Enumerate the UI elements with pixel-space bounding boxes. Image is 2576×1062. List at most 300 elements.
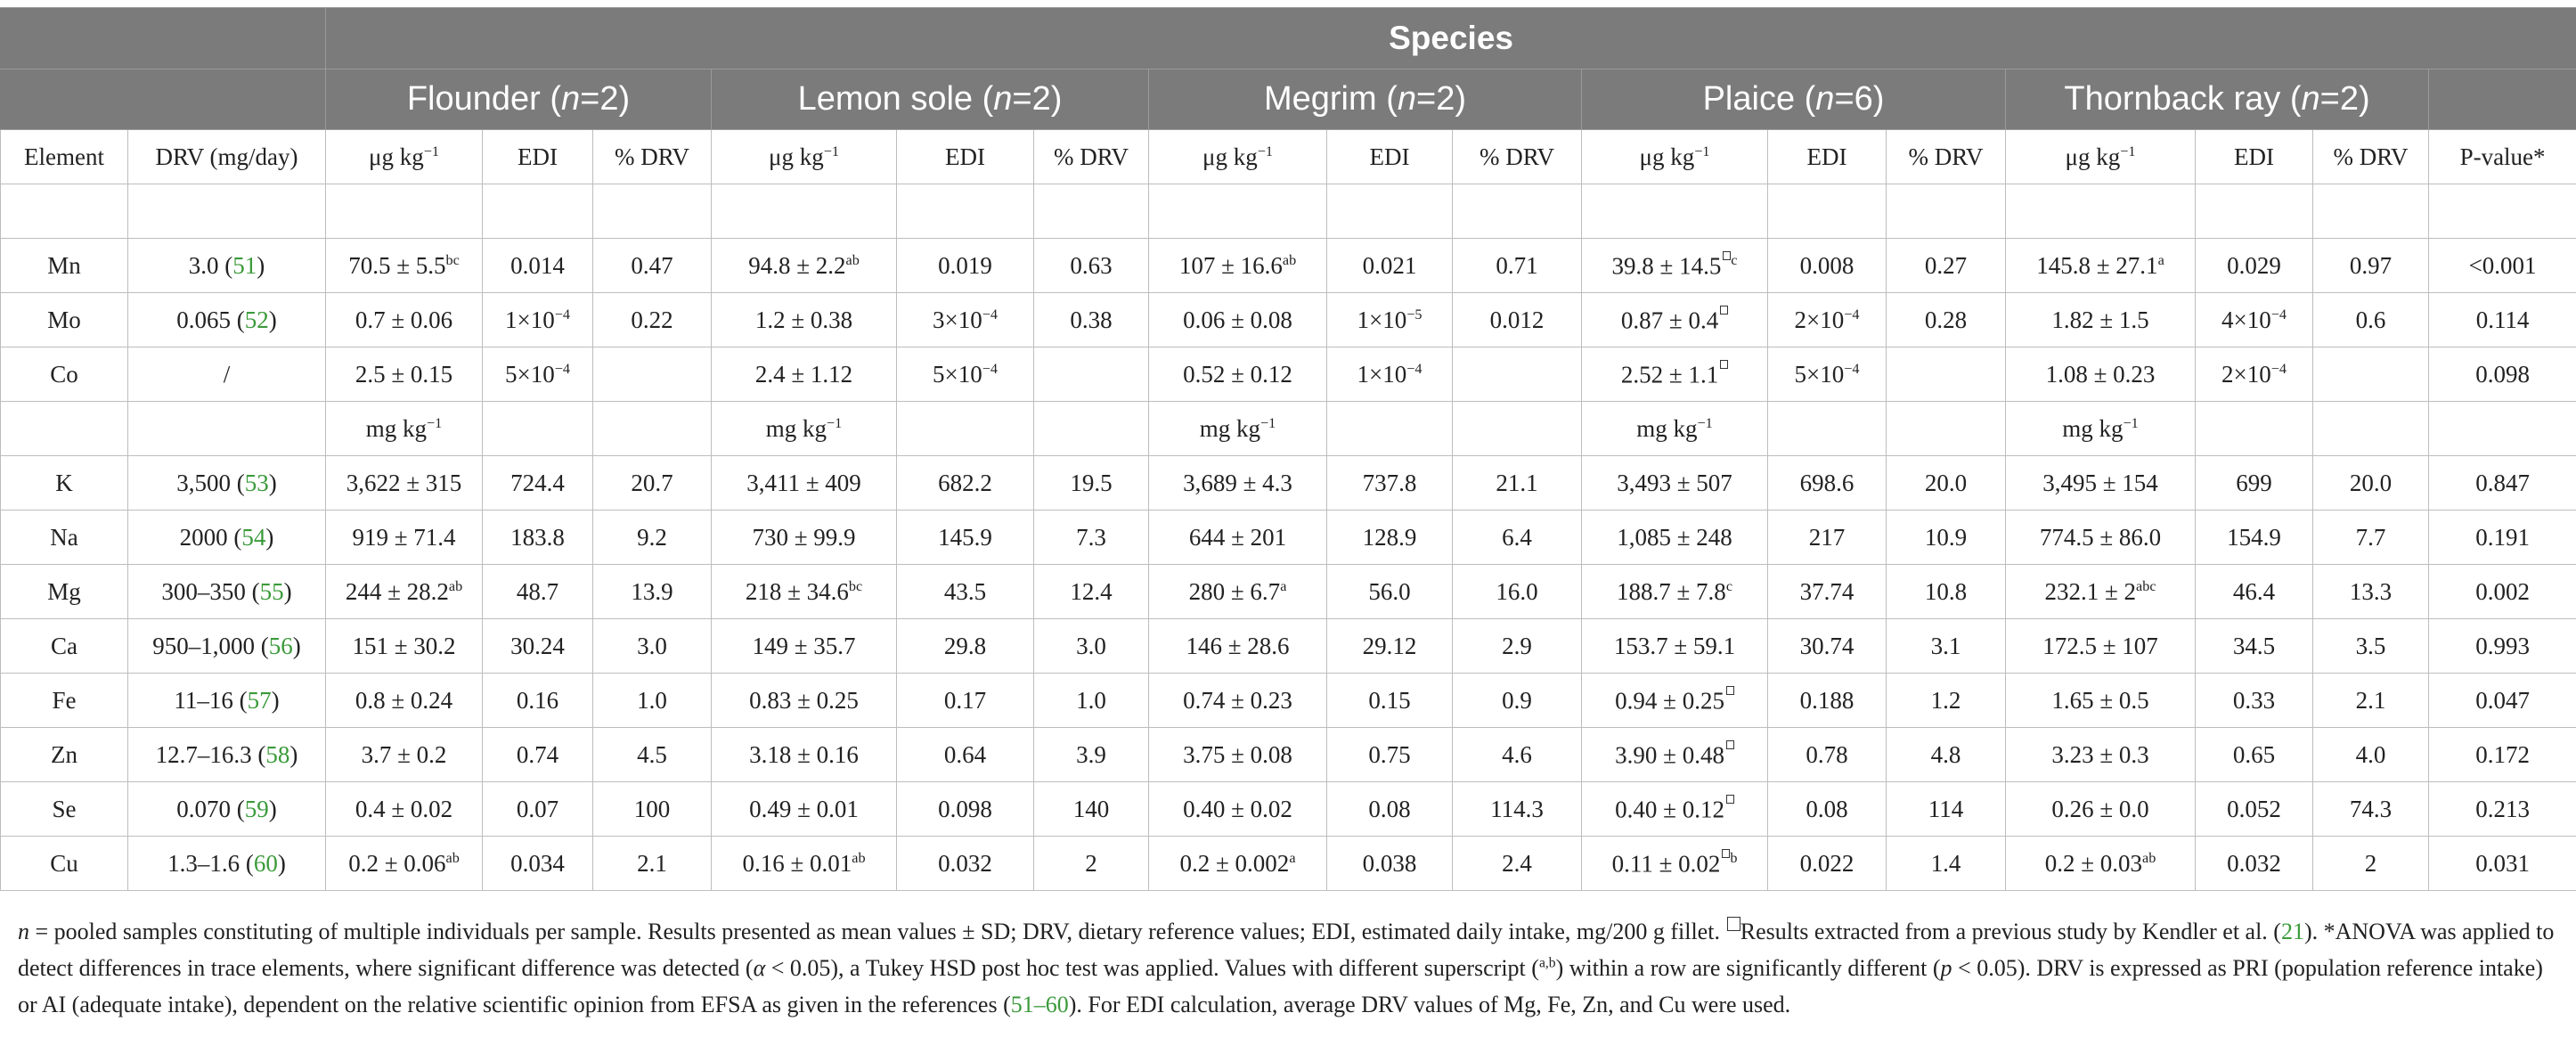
mean-sd-cell (1582, 565, 1768, 619)
empty-cell (483, 402, 593, 456)
drv-value: / (223, 360, 231, 388)
mean-sd-value: 218 ± 34.6 (745, 577, 849, 605)
n-value: =6 (1834, 80, 1873, 118)
mean-sd-value: 0.11 ± 0.02 (1611, 850, 1721, 878)
reference-link[interactable]: 60 (253, 849, 278, 877)
edi-cell (1768, 674, 1887, 728)
species-header: Species (326, 8, 2576, 69)
pct-drv-cell: 4.6 (1453, 728, 1582, 782)
pct-drv-cell: 0.012 (1453, 293, 1582, 347)
column-header-row (1, 130, 2576, 184)
edi-value: 0.008 (1799, 251, 1855, 279)
pct-drv-cell: 0.63 (1034, 239, 1149, 293)
table-row (1, 347, 2576, 402)
unit-text: mg kg (765, 414, 827, 442)
table-row (1, 456, 2576, 511)
pct-drv-cell: 0.71 (1453, 239, 1582, 293)
mean-sd-value: 3.7 ± 0.2 (361, 740, 447, 768)
edi-cell (897, 674, 1034, 728)
edi-value: 2×10 (1794, 306, 1845, 333)
edi-value: 0.64 (943, 740, 987, 768)
mean-sd-value: 0.74 ± 0.23 (1183, 686, 1292, 714)
pvalue-cell: 0.993 (2429, 619, 2576, 674)
mean-sd-value: 1.08 ± 0.23 (2045, 360, 2156, 388)
pct-drv-cell: 0.38 (1034, 293, 1149, 347)
table-footnote (18, 913, 2556, 1023)
edi-cell (897, 293, 1034, 347)
superscript (1718, 361, 1728, 377)
unit-text: μg kg (1639, 143, 1695, 170)
edi-value: 217 (1808, 523, 1846, 551)
footnote-alpha: α (753, 955, 766, 981)
edi-value: 2×10 (2221, 360, 2271, 388)
footnote-text-4: < 0.05), a Tukey HSD post hoc test was applied. Values with different superscript ( (765, 955, 1539, 981)
pct-drv-cell: 2.1 (593, 837, 712, 891)
mean-sd-cell (1582, 511, 1768, 565)
superscript (1280, 578, 1286, 594)
edi-value: 724.4 (510, 469, 565, 496)
pvalue-cell: 0.847 (2429, 456, 2576, 511)
pct-drv-cell: 10.8 (1887, 565, 2006, 619)
mean-sd-value: 1,085 ± 248 (1617, 523, 1732, 551)
table-row (1, 728, 2576, 782)
mean-sd-cell (326, 782, 483, 837)
mean-sd-cell (2006, 347, 2196, 402)
n-label: n (2301, 80, 2320, 118)
empty-cell (2313, 184, 2429, 239)
n-value: =2 (1012, 80, 1051, 118)
edi-value: 698.6 (1799, 469, 1855, 496)
edi-cell (1768, 782, 1887, 837)
unit-cell (1149, 402, 1327, 456)
pct-drv-cell: 2.4 (1453, 837, 1582, 891)
drv-cell: 2000 (54) (128, 511, 326, 565)
empty-cell (1582, 184, 1768, 239)
edi-cell (483, 293, 593, 347)
footnote-sup: a,b (1538, 955, 1556, 971)
pct-drv-cell: 21.1 (1453, 456, 1582, 511)
mean-sd-value: 0.87 ± 0.4 (1620, 306, 1719, 334)
pct-drv-cell (1887, 347, 2006, 402)
edi-cell (1768, 837, 1887, 891)
reference-link[interactable]: 51 (232, 251, 257, 279)
col-drv: DRV (mg/day) (128, 130, 326, 184)
empty-cell (1887, 402, 2006, 456)
pct-drv-cell: 114.3 (1453, 782, 1582, 837)
empty-cell (1149, 184, 1327, 239)
pvalue-cell: 0.191 (2429, 511, 2576, 565)
pct-drv-cell: 19.5 (1034, 456, 1149, 511)
empty-cell (897, 184, 1034, 239)
mean-sd-cell (326, 511, 483, 565)
empty-cell (1887, 184, 2006, 239)
mean-sd-value: 146 ± 28.6 (1186, 632, 1290, 659)
edi-cell (2196, 837, 2313, 891)
pvalue-cell: <0.001 (2429, 239, 2576, 293)
edi-cell (897, 837, 1034, 891)
edi-value: 0.032 (938, 849, 992, 877)
mean-sd-value: 3,622 ± 315 (346, 469, 462, 496)
col-pct-drv: % DRV (1034, 130, 1149, 184)
edi-exponent: −4 (1844, 360, 1860, 377)
edi-cell (897, 347, 1034, 402)
pct-drv-cell: 20.0 (1887, 456, 2006, 511)
element-cell: Na (1, 511, 128, 565)
table-row (1, 565, 2576, 619)
edi-cell (1327, 293, 1453, 347)
significance-letters: abc (2136, 577, 2156, 594)
reference-link[interactable]: 58 (265, 740, 290, 768)
empty-cell (2196, 402, 2313, 456)
pct-drv-cell: 0.28 (1887, 293, 2006, 347)
mean-sd-cell (1582, 239, 1768, 293)
edi-cell (1327, 239, 1453, 293)
significance-letters: ab (445, 849, 460, 866)
mean-sd-value: 0.2 ± 0.002 (1179, 849, 1290, 877)
empty-cell (1768, 184, 1887, 239)
edi-exponent: −4 (1406, 360, 1423, 377)
mean-sd-cell (2006, 674, 2196, 728)
edi-exponent: −4 (2270, 360, 2287, 377)
mean-sd-cell (712, 782, 897, 837)
pvalue-cell: 0.114 (2429, 293, 2576, 347)
col-edi: EDI (897, 130, 1034, 184)
mean-sd-cell (1582, 293, 1768, 347)
pct-drv-cell: 100 (593, 782, 712, 837)
empty-cell (128, 402, 326, 456)
col-unit (326, 130, 483, 184)
edi-value: 4×10 (2221, 306, 2271, 333)
mean-sd-value: 3,495 ± 154 (2042, 469, 2158, 496)
pvalue-cell: 0.002 (2429, 565, 2576, 619)
pct-drv-cell: 4.8 (1887, 728, 2006, 782)
mean-sd-value: 232.1 ± 2 (2044, 577, 2137, 605)
n-label: n (1397, 80, 1417, 118)
element-cell: Zn (1, 728, 128, 782)
edi-value: 1×10 (505, 306, 555, 333)
mean-sd-cell (1149, 293, 1327, 347)
footnote-ref-link[interactable]: 51–60 (1010, 992, 1069, 1017)
mean-sd-cell (1582, 347, 1768, 402)
edi-value: 737.8 (1362, 469, 1417, 496)
mean-sd-cell (326, 293, 483, 347)
unit-text: mg kg (365, 414, 428, 442)
element-cell: Fe (1, 674, 128, 728)
mean-sd-value: 0.4 ± 0.02 (355, 795, 453, 822)
mean-sd-value: 3.75 ± 0.08 (1183, 740, 1292, 768)
unit-exponent: −1 (1260, 414, 1276, 431)
edi-cell (1327, 782, 1453, 837)
mean-sd-cell (2006, 565, 2196, 619)
edi-value: 3×10 (933, 306, 982, 333)
pct-drv-cell: 114 (1887, 782, 2006, 837)
reference-link[interactable]: 57 (247, 686, 272, 714)
mean-sd-value: 0.7 ± 0.06 (355, 306, 453, 333)
mean-sd-value: 0.06 ± 0.08 (1183, 306, 1292, 333)
unit-exponent: −1 (1694, 143, 1710, 159)
edi-exponent: −4 (2270, 306, 2287, 323)
significance-letters: ab (448, 577, 463, 594)
edi-value: 0.034 (510, 849, 565, 877)
square-marker-icon (1720, 360, 1728, 369)
mean-sd-cell (326, 728, 483, 782)
edi-value: 46.4 (2232, 577, 2276, 605)
reference-link[interactable]: 59 (244, 795, 269, 822)
species-group-header: Lemon sole (n=2) (712, 69, 1149, 130)
edi-value: 43.5 (943, 577, 987, 605)
table-container (0, 7, 2576, 891)
unit-cell (326, 402, 483, 456)
mean-sd-value: 0.83 ± 0.25 (749, 686, 859, 714)
mean-sd-cell (1582, 782, 1768, 837)
edi-cell (2196, 511, 2313, 565)
mean-sd-cell (1149, 239, 1327, 293)
col-pct-drv: % DRV (2313, 130, 2429, 184)
superscript (1724, 687, 1734, 703)
edi-cell (897, 239, 1034, 293)
unit-cell (712, 402, 897, 456)
mean-sd-value: 3.90 ± 0.48 (1615, 741, 1724, 769)
mean-sd-value: 0.2 ± 0.06 (348, 849, 446, 877)
mean-sd-value: 39.8 ± 14.5 (1611, 252, 1722, 280)
n-value: =2 (1416, 80, 1455, 118)
pvalue-cell: 0.098 (2429, 347, 2576, 402)
drv-value: 1.3–1.6 (167, 849, 240, 877)
edi-exponent: −4 (982, 306, 998, 323)
square-marker-icon (1726, 795, 1734, 804)
col-element: Element (1, 130, 128, 184)
drv-value: 11–16 (174, 686, 233, 714)
empty-cell (593, 402, 712, 456)
edi-cell (483, 674, 593, 728)
mean-sd-value: 1.65 ± 0.5 (2051, 686, 2149, 714)
mean-sd-value: 0.40 ± 0.12 (1615, 796, 1724, 823)
edi-cell (2196, 565, 2313, 619)
species-group-header: Flounder (n=2) (326, 69, 712, 130)
edi-cell (897, 565, 1034, 619)
element-cell: Cu (1, 837, 128, 891)
edi-cell (897, 511, 1034, 565)
edi-cell (483, 511, 593, 565)
mean-sd-cell (712, 293, 897, 347)
edi-cell (1327, 565, 1453, 619)
edi-value: 0.75 (1368, 740, 1411, 768)
edi-value: 30.24 (510, 632, 565, 659)
footnote-text-7: ). For EDI calculation, average DRV values of Mg, Fe, Zn, and Cu were used. (1068, 992, 1791, 1017)
edi-value: 0.032 (2227, 849, 2281, 877)
pct-drv-cell: 140 (1034, 782, 1149, 837)
significance-letters: c (1731, 252, 1738, 269)
mean-sd-value: 0.94 ± 0.25 (1615, 687, 1724, 715)
edi-cell (483, 239, 593, 293)
mean-sd-value: 0.8 ± 0.24 (355, 686, 453, 714)
pct-drv-cell: 10.9 (1887, 511, 2006, 565)
superscript (2142, 850, 2156, 866)
pct-drv-cell: 3.0 (593, 619, 712, 674)
mean-sd-cell (1149, 565, 1327, 619)
mean-sd-value: 1.82 ± 1.5 (2051, 306, 2149, 333)
drv-cell: 1.3–1.6 (60) (128, 837, 326, 891)
table-body (1, 130, 2576, 891)
n-label: n (1815, 80, 1835, 118)
pct-drv-cell: 4.0 (2313, 728, 2429, 782)
reference-link[interactable]: 56 (268, 632, 293, 659)
edi-value: 682.2 (938, 469, 992, 496)
edi-value: 48.7 (516, 577, 559, 605)
edi-value: 154.9 (2227, 523, 2281, 551)
footnote-p: p (1940, 955, 1952, 981)
unit-text: μg kg (369, 143, 424, 170)
mean-sd-value: 0.40 ± 0.02 (1183, 795, 1292, 822)
spacer-row (1, 184, 2576, 239)
edi-value: 56.0 (1368, 577, 1411, 605)
reference-link[interactable]: 54 (241, 523, 266, 551)
pct-drv-cell: 12.4 (1034, 565, 1149, 619)
empty-cell (326, 184, 483, 239)
superscript (2158, 252, 2164, 268)
unit-exponent: −1 (1257, 143, 1273, 159)
pct-drv-cell: 4.5 (593, 728, 712, 782)
footnote-n: n (18, 919, 29, 944)
element-cell: Mg (1, 565, 128, 619)
pct-drv-cell: 3.5 (2313, 619, 2429, 674)
element-cell: K (1, 456, 128, 511)
mean-sd-cell (712, 728, 897, 782)
unit-exponent: −1 (823, 143, 839, 159)
mean-sd-value: 3,689 ± 4.3 (1183, 469, 1292, 496)
col-pct-drv: % DRV (593, 130, 712, 184)
unit-cell (1582, 402, 1768, 456)
empty-cell (1, 402, 128, 456)
pct-drv-cell: 9.2 (593, 511, 712, 565)
reference-link[interactable]: 53 (244, 469, 269, 496)
superscript (1289, 850, 1295, 866)
table-row (1, 239, 2576, 293)
pct-drv-cell: 13.3 (2313, 565, 2429, 619)
edi-cell (483, 619, 593, 674)
superscript (446, 850, 460, 866)
edi-value: 0.07 (516, 795, 559, 822)
edi-cell (1768, 511, 1887, 565)
species-group-header: Thornback ray (n=2) (2006, 69, 2429, 130)
drv-value: 0.065 (176, 306, 231, 333)
pct-drv-cell: 0.47 (593, 239, 712, 293)
col-edi: EDI (1327, 130, 1453, 184)
mean-sd-cell (1149, 728, 1327, 782)
pct-drv-cell: 16.0 (1453, 565, 1582, 619)
reference-link[interactable]: 55 (259, 577, 284, 605)
n-label: n (561, 80, 581, 118)
edi-value: 0.33 (2232, 686, 2276, 714)
footnote-ref-link[interactable]: 21 (2280, 919, 2304, 944)
unit-text: mg kg (1636, 414, 1698, 442)
mean-sd-cell (1582, 674, 1768, 728)
mean-sd-cell (1149, 619, 1327, 674)
edi-value: 0.15 (1368, 686, 1411, 714)
mean-sd-cell (2006, 456, 2196, 511)
species-group-header: Plaice (n=6) (1582, 69, 2006, 130)
edi-value: 0.16 (516, 686, 559, 714)
mean-sd-value: 2.52 ± 1.1 (1620, 361, 1719, 388)
mean-sd-value: 172.5 ± 107 (2042, 632, 2158, 659)
unit-text: μg kg (1202, 143, 1258, 170)
unit-exponent: −1 (423, 143, 439, 159)
mean-sd-value: 151 ± 30.2 (352, 632, 456, 659)
edi-value: 0.08 (1368, 795, 1411, 822)
mean-sd-cell (2006, 293, 2196, 347)
superscript (1720, 850, 1737, 866)
pvalue-cell: 0.031 (2429, 837, 2576, 891)
drv-cell: 11–16 (57) (128, 674, 326, 728)
edi-value: 0.022 (1799, 849, 1855, 877)
empty-cell (1, 184, 128, 239)
significance-letters: c (1725, 577, 1732, 594)
edi-cell (483, 456, 593, 511)
edi-cell (2196, 674, 2313, 728)
superscript (1721, 252, 1737, 268)
drv-cell: 300–350 (55) (128, 565, 326, 619)
square-marker-icon (1727, 917, 1740, 931)
mean-sd-value: 0.16 ± 0.01 (742, 849, 852, 877)
mean-sd-cell (1582, 728, 1768, 782)
mean-sd-value: 70.5 ± 5.5 (348, 251, 446, 279)
superscript (852, 850, 865, 866)
empty-cell (1327, 184, 1453, 239)
empty-cell (2196, 184, 2313, 239)
mean-sd-value: 774.5 ± 86.0 (2039, 523, 2162, 551)
mean-sd-cell (1149, 782, 1327, 837)
unit-text: μg kg (2065, 143, 2121, 170)
mean-sd-cell (1149, 674, 1327, 728)
mean-sd-cell (712, 565, 897, 619)
drv-value: 3.0 (188, 251, 219, 279)
pct-drv-cell: 1.0 (1034, 674, 1149, 728)
empty-cell (483, 184, 593, 239)
edi-value: 30.74 (1799, 632, 1855, 659)
edi-cell (483, 782, 593, 837)
mean-sd-cell (1582, 837, 1768, 891)
superscript (446, 252, 460, 268)
pvalue-cell: 0.047 (2429, 674, 2576, 728)
edi-cell (2196, 456, 2313, 511)
superscript (449, 578, 462, 594)
empty-cell (1453, 184, 1582, 239)
pct-drv-cell: 3.1 (1887, 619, 2006, 674)
element-cell: Mo (1, 293, 128, 347)
edi-value: 0.17 (943, 686, 987, 714)
col-edi: EDI (2196, 130, 2313, 184)
mean-sd-value: 1.2 ± 0.38 (754, 306, 853, 333)
mean-sd-cell (712, 837, 897, 891)
header-blank (2429, 69, 2576, 130)
edi-cell (1327, 456, 1453, 511)
table-row (1, 674, 2576, 728)
unit-text: μg kg (769, 143, 824, 170)
square-marker-icon (1726, 740, 1734, 749)
edi-cell (483, 565, 593, 619)
edi-exponent: −5 (1406, 306, 1423, 323)
edi-cell (1768, 239, 1887, 293)
mean-sd-value: 0.49 ± 0.01 (749, 795, 859, 822)
drv-cell: 950–1,000 (56) (128, 619, 326, 674)
mean-sd-value: 153.7 ± 59.1 (1613, 632, 1736, 659)
reference-link[interactable]: 52 (244, 306, 269, 333)
superscript (1718, 306, 1728, 323)
empty-cell (1768, 402, 1887, 456)
header-row-species (1, 8, 2576, 69)
edi-cell (1327, 728, 1453, 782)
pct-drv-cell (2313, 347, 2429, 402)
